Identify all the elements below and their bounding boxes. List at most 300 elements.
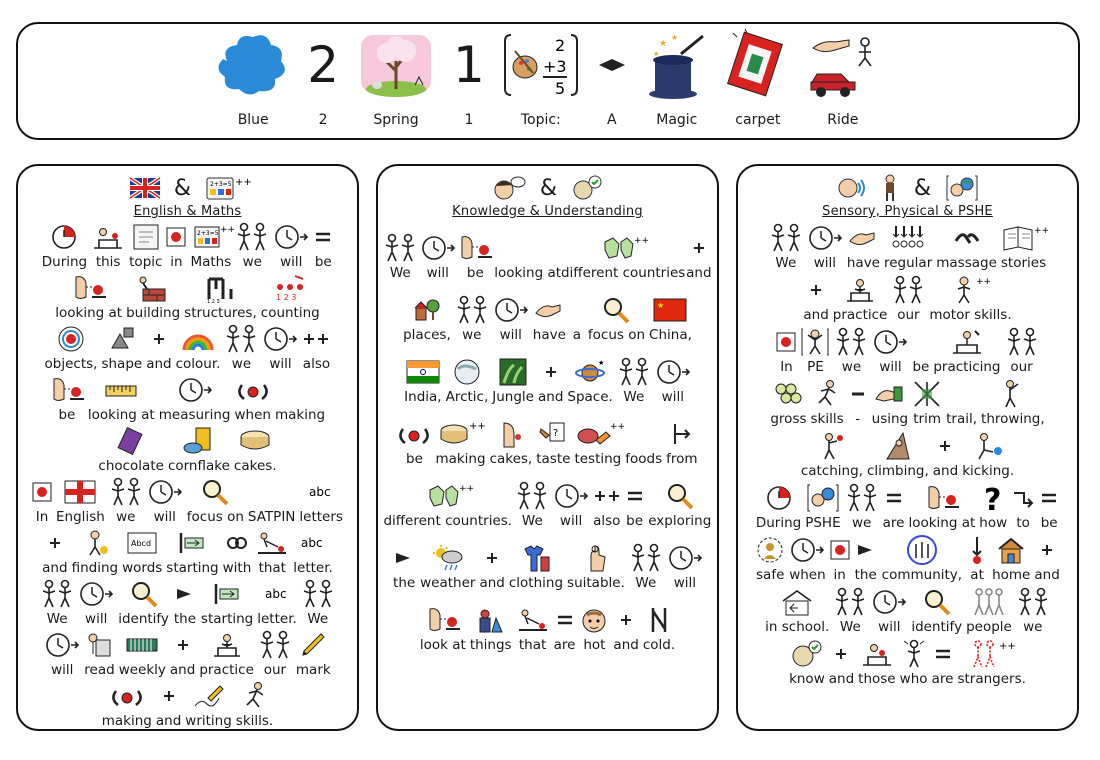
- word-label: our: [263, 662, 287, 678]
- cold-icon: [648, 605, 670, 635]
- word-label: different countries.: [383, 513, 513, 529]
- header-number: 1: [453, 36, 485, 94]
- maths-sum-icon: [205, 175, 252, 201]
- word-label: look at: [419, 637, 466, 653]
- word-label: will: [673, 575, 696, 591]
- people-icon: [455, 295, 489, 325]
- read-icon: [84, 630, 114, 660]
- word-label: massage: [936, 255, 997, 271]
- symbol-word: [872, 327, 908, 375]
- sentence-line: [18, 579, 357, 627]
- word-label: throwing,: [981, 411, 1045, 427]
- word-label: will: [153, 509, 176, 525]
- symbol-word: [830, 535, 850, 583]
- word-label: practice: [199, 662, 254, 678]
- symbol-word: [493, 295, 529, 343]
- word-label: Arctic,: [445, 389, 489, 405]
- word-label: also: [302, 356, 331, 372]
- word-label: will: [878, 619, 901, 635]
- svg-text:★: ★: [658, 39, 667, 49]
- symbol-word: [979, 483, 1007, 531]
- people-icon: [833, 587, 867, 617]
- word-label: will: [51, 662, 74, 678]
- making-icon: [236, 375, 270, 405]
- symbol-word: [617, 357, 651, 405]
- symbol-word: [118, 579, 169, 627]
- making-icon: [397, 419, 431, 449]
- clock-icon: [493, 295, 529, 325]
- symbol-word: [1039, 483, 1059, 531]
- gross-icon: [771, 379, 805, 409]
- symbol-word: [122, 528, 162, 576]
- symbol-word: [255, 528, 289, 576]
- symbol-word: [755, 535, 785, 583]
- knowledge-understanding-panel: [376, 164, 719, 731]
- topic-sum-icon: [503, 32, 579, 98]
- svg-text:++: ++: [976, 277, 992, 287]
- svg-text:Abcd: Abcd: [131, 539, 152, 548]
- england-flag-icon: [65, 477, 95, 507]
- sentence-line: [378, 419, 717, 467]
- symbol-word: [455, 295, 489, 343]
- knowledge-understanding-title: Knowledge & Understanding: [452, 204, 643, 219]
- plusplus-icon: [593, 481, 621, 511]
- motor-icon: [950, 275, 990, 305]
- symbol-word: [829, 639, 854, 687]
- word-label: we: [116, 509, 136, 525]
- cake-plus-icon: [439, 419, 486, 449]
- word-label: In: [35, 509, 49, 525]
- symbol-word: [911, 587, 962, 635]
- symbol-word: [84, 630, 114, 678]
- symbol-word: [98, 426, 164, 474]
- word-label: focus on: [587, 327, 646, 343]
- symbol-word: [129, 222, 162, 270]
- symbol-word: [509, 543, 563, 591]
- word-label: trail,: [946, 411, 978, 427]
- symbol-word: [147, 477, 183, 525]
- header-word-label: 1: [464, 112, 474, 128]
- word-label: are: [931, 671, 954, 687]
- focus-icon: [601, 295, 631, 325]
- word-label: will: [426, 265, 449, 281]
- symbol-word: [574, 419, 625, 467]
- are-icon: [1039, 483, 1059, 513]
- word-label: will: [559, 513, 583, 529]
- header-word-label: Blue: [237, 112, 269, 128]
- symbol-word: [981, 379, 1045, 427]
- svg-text:2: 2: [554, 36, 565, 55]
- blue-splash-icon: [217, 32, 289, 98]
- kicking-icon: [972, 431, 1004, 461]
- svg-text:?: ?: [553, 428, 559, 439]
- skills-icon: [240, 681, 270, 711]
- symbol-word: [789, 639, 825, 687]
- symbol-word: [567, 543, 625, 591]
- have-icon: [847, 223, 879, 253]
- writing-icon: [192, 681, 226, 711]
- symbol-word: [579, 605, 609, 653]
- word-label: at: [970, 567, 984, 583]
- word-label: when: [234, 407, 271, 423]
- symbol-word: [1034, 535, 1059, 583]
- word-label: and: [146, 356, 172, 372]
- header-word: [217, 32, 289, 128]
- word-label: During: [41, 254, 88, 270]
- rainbow-icon: [181, 324, 215, 354]
- symbol-word: [666, 419, 697, 467]
- people-icon: [1005, 327, 1039, 357]
- word-label: looking at: [87, 407, 155, 423]
- knowledge-understanding-heading: [378, 174, 717, 219]
- symbol-word: [302, 324, 330, 372]
- word-label: home: [992, 567, 1031, 583]
- clock-icon: [177, 375, 213, 405]
- word-label: and: [155, 713, 182, 729]
- clock-red-icon: [764, 483, 794, 513]
- word-label: practice: [832, 307, 888, 323]
- symbol-word: [1000, 223, 1049, 271]
- word-label: those: [858, 671, 896, 687]
- sentence-line: [738, 223, 1077, 271]
- people3-icon: [971, 587, 1007, 617]
- word-label: our: [897, 307, 920, 323]
- symbol-word: [554, 605, 576, 653]
- symbol-word: [492, 357, 534, 405]
- plus-icon: [937, 431, 953, 461]
- people-icon: [629, 543, 663, 573]
- sentence-line: [18, 528, 357, 576]
- word-label: will: [280, 254, 303, 270]
- svg-text:2+3=5: 2+3=5: [196, 230, 219, 237]
- symbol-word: [801, 431, 863, 479]
- word-label: weekly: [118, 662, 166, 678]
- pe-icon: [800, 327, 830, 357]
- stories-icon: [1002, 223, 1049, 253]
- header-word: [645, 32, 709, 128]
- sentence-line: [738, 327, 1077, 375]
- symbol-word: [275, 375, 325, 423]
- plus-icon: [161, 681, 177, 711]
- svg-text:++: ++: [468, 421, 486, 432]
- symbol-word: [833, 587, 867, 635]
- symbol-word: [190, 222, 235, 270]
- plus-icon: [691, 233, 707, 263]
- thinking-head-icon: [492, 175, 526, 201]
- arctic-icon: [452, 357, 482, 387]
- word-label: be: [912, 359, 930, 375]
- people-icon: [769, 223, 803, 253]
- people-icon: [109, 477, 143, 507]
- symbol-word: [912, 327, 929, 375]
- sentence-line: [738, 275, 1077, 323]
- word-label: will: [661, 389, 684, 405]
- symbol-word: [199, 630, 254, 678]
- symbol-word: [184, 273, 257, 321]
- word-label: and: [169, 662, 196, 678]
- symbol-word: [224, 324, 258, 372]
- things-icon: [476, 605, 506, 635]
- word-label: making: [435, 451, 486, 467]
- equals-icon: [933, 639, 953, 669]
- word-label: we: [462, 327, 482, 343]
- word-label: people: [966, 619, 1012, 635]
- plus-icon: [833, 639, 849, 669]
- symbol-word: [173, 579, 197, 627]
- places-icon: [412, 295, 442, 325]
- symbol-word: [872, 379, 908, 427]
- ruler-icon: [104, 375, 138, 405]
- symbol-word: [957, 639, 1025, 687]
- sentence-line: [378, 357, 717, 405]
- to-icon: [1011, 483, 1035, 513]
- magic-hat-icon: [645, 32, 709, 98]
- symbol-word: [435, 419, 485, 467]
- massage-icon: [950, 223, 984, 253]
- word-label: will: [85, 611, 108, 627]
- clock-icon: [655, 357, 691, 387]
- word-label: letter.: [293, 560, 333, 576]
- symbol-word: [166, 528, 218, 576]
- word-label: We: [521, 513, 543, 529]
- word-label: suitable.: [567, 575, 625, 591]
- symbol-word: [765, 587, 829, 635]
- arrow-right-icon: [392, 543, 416, 573]
- english-maths-panel: [16, 164, 359, 731]
- word-label: be: [314, 254, 332, 270]
- symbol-word: [421, 233, 455, 281]
- that-icon: [255, 528, 289, 558]
- word-label: writing: [185, 713, 232, 729]
- symbol-word: [570, 295, 584, 343]
- word-label: trim: [913, 411, 941, 427]
- symbol-word: [932, 639, 954, 687]
- word-label: We: [839, 619, 861, 635]
- symbol-word: [769, 223, 803, 271]
- look-icon: [50, 375, 84, 405]
- abc-icon: [306, 477, 336, 507]
- word-label: a: [572, 327, 582, 343]
- symbol-word: [384, 233, 417, 281]
- word-label: and: [803, 307, 829, 323]
- word-label: and: [42, 560, 68, 576]
- svg-text:abc: abc: [265, 587, 287, 601]
- symbol-word: [946, 379, 977, 427]
- practice-icon: [210, 630, 244, 660]
- word-label: making: [274, 407, 326, 423]
- symbol-word: [78, 579, 114, 627]
- word-label: will: [269, 356, 292, 372]
- word-label: mark: [295, 662, 331, 678]
- symbol-word: [56, 477, 105, 525]
- symbol-word: [891, 275, 925, 323]
- symbol-word: [667, 543, 703, 591]
- word-label: structures,: [184, 305, 257, 321]
- sentence-line: [738, 639, 1077, 687]
- word-label: in school.: [765, 619, 830, 635]
- symbol-word: [159, 375, 231, 423]
- shape-icon: [107, 324, 137, 354]
- symbol-word: [490, 419, 533, 467]
- clock-icon: [420, 233, 456, 263]
- word-label: PSHE: [805, 515, 841, 531]
- plus-icon: [151, 324, 167, 354]
- taste-icon: [498, 419, 524, 449]
- cornflake-icon: [182, 426, 216, 456]
- structure-icon: [205, 273, 235, 303]
- countries-icon: [426, 481, 474, 511]
- word-label: be: [58, 407, 76, 423]
- plusplus-icon: [302, 324, 330, 354]
- sensory-physical-pshe-panel: [736, 164, 1079, 731]
- word-label: Maths: [190, 254, 232, 270]
- word-label: climbing,: [866, 463, 929, 479]
- word-label: objects,: [44, 356, 98, 372]
- symbol-word: [201, 579, 253, 627]
- english-maths-title: English & Maths: [133, 204, 242, 219]
- word-label: identify: [118, 611, 169, 627]
- arrow-right-icon: [854, 535, 878, 565]
- this-icon: [91, 222, 125, 252]
- symbol-word: [533, 295, 566, 343]
- word-label: English: [56, 509, 105, 525]
- symbol-word: [756, 483, 801, 531]
- understanding-head-icon: [571, 175, 603, 201]
- plus-icon: [543, 357, 559, 387]
- word-label: finding: [71, 560, 119, 576]
- objects-icon: [56, 324, 86, 354]
- people-icon: [891, 275, 925, 305]
- word-label: In: [780, 359, 793, 375]
- symbol-word: [1011, 483, 1035, 531]
- red-dot-icon: [830, 535, 850, 565]
- symbol-word: [384, 481, 512, 529]
- header-word-label: Topic:: [520, 112, 561, 128]
- word-label: skills: [810, 411, 844, 427]
- focus-icon: [922, 587, 952, 617]
- word-label: strangers.: [957, 671, 1026, 687]
- sentence-line: [18, 324, 357, 372]
- word-label: the: [393, 575, 416, 591]
- word-label: have: [846, 255, 880, 271]
- header-word-label: A: [607, 112, 617, 128]
- symbol-word: [223, 528, 252, 576]
- symbol-word: [854, 535, 878, 583]
- word-label: and: [828, 671, 855, 687]
- people-icon: [515, 481, 549, 511]
- suitable-icon: [583, 543, 609, 573]
- symbol-word: [119, 630, 166, 678]
- symbol-word: [42, 222, 87, 270]
- symbol-word: [643, 605, 675, 653]
- symbol-word: [929, 275, 1011, 323]
- symbol-word: [262, 324, 298, 372]
- clock-icon: [262, 324, 298, 354]
- words-icon: [126, 528, 158, 558]
- word-label: and: [1034, 567, 1060, 583]
- symbol-word: [807, 223, 843, 271]
- word-label: letters: [299, 509, 343, 525]
- people-icon: [834, 327, 868, 357]
- sentence-line: [18, 273, 357, 321]
- symbol-word: [187, 477, 244, 525]
- testing-icon: [538, 419, 568, 449]
- clock-icon: [553, 481, 589, 511]
- word-label: looking at: [55, 305, 123, 321]
- svg-text:++: ++: [1033, 226, 1049, 236]
- symbol-word: [273, 222, 309, 270]
- word-label: we: [1023, 619, 1043, 635]
- word-label: topic: [129, 254, 163, 270]
- article-dash-icon: [597, 32, 627, 98]
- clock-icon: [871, 587, 907, 617]
- symbol-word: [156, 681, 181, 729]
- word-label: testing: [574, 451, 622, 467]
- sentence-line: [18, 222, 357, 270]
- india-flag-icon: [407, 357, 439, 387]
- svg-text:abc: abc: [309, 485, 331, 499]
- symbol-word: [404, 357, 441, 405]
- sentence-line: [18, 375, 357, 423]
- symbol-word: [40, 579, 74, 627]
- who-icon: [900, 639, 928, 669]
- word-label: skills.: [235, 713, 274, 729]
- word-label: read: [84, 662, 115, 678]
- red-dot-icon: [776, 327, 796, 357]
- car-ride-icon: [807, 32, 879, 98]
- symbol-word: [45, 324, 98, 372]
- header-word-label: Ride: [827, 112, 859, 128]
- plus-icon: [484, 543, 500, 573]
- header-word-label: Spring: [373, 112, 419, 128]
- word-label: that: [258, 560, 286, 576]
- word-label: using: [871, 411, 909, 427]
- word-label: community,: [881, 567, 963, 583]
- pencil-icon: [298, 630, 328, 660]
- symbol-word: [168, 426, 230, 474]
- equals-icon: [625, 481, 645, 511]
- clock-icon: [667, 543, 703, 573]
- sentence-line: [738, 379, 1077, 427]
- clock-icon: [789, 535, 825, 565]
- look-icon: [458, 233, 492, 263]
- word-label: will: [499, 327, 522, 343]
- topic-icon: [131, 222, 161, 252]
- word-label: chocolate: [98, 458, 164, 474]
- people-icon: [224, 324, 258, 354]
- symbol-word: [933, 327, 1000, 375]
- symbol-word: [55, 273, 122, 321]
- symbol-word: [32, 477, 52, 525]
- symbol-word: [403, 295, 451, 343]
- word-label: and: [686, 265, 712, 281]
- symbol-word: [261, 273, 320, 321]
- word-label: We: [635, 575, 657, 591]
- word-label: who: [899, 671, 928, 687]
- symbol-word: [776, 327, 796, 375]
- symbol-word: [459, 233, 492, 281]
- standing-person-icon: [880, 174, 900, 202]
- word-label: and: [932, 463, 959, 479]
- china-flag-icon: [654, 295, 686, 325]
- symbol-word: [392, 543, 416, 591]
- senses-head-icon: [836, 175, 866, 201]
- word-label: words: [122, 560, 163, 576]
- build-icon: [137, 273, 169, 303]
- svg-text:abc: abc: [301, 536, 323, 550]
- dash-icon: [848, 379, 868, 409]
- word-label: be: [1040, 515, 1058, 531]
